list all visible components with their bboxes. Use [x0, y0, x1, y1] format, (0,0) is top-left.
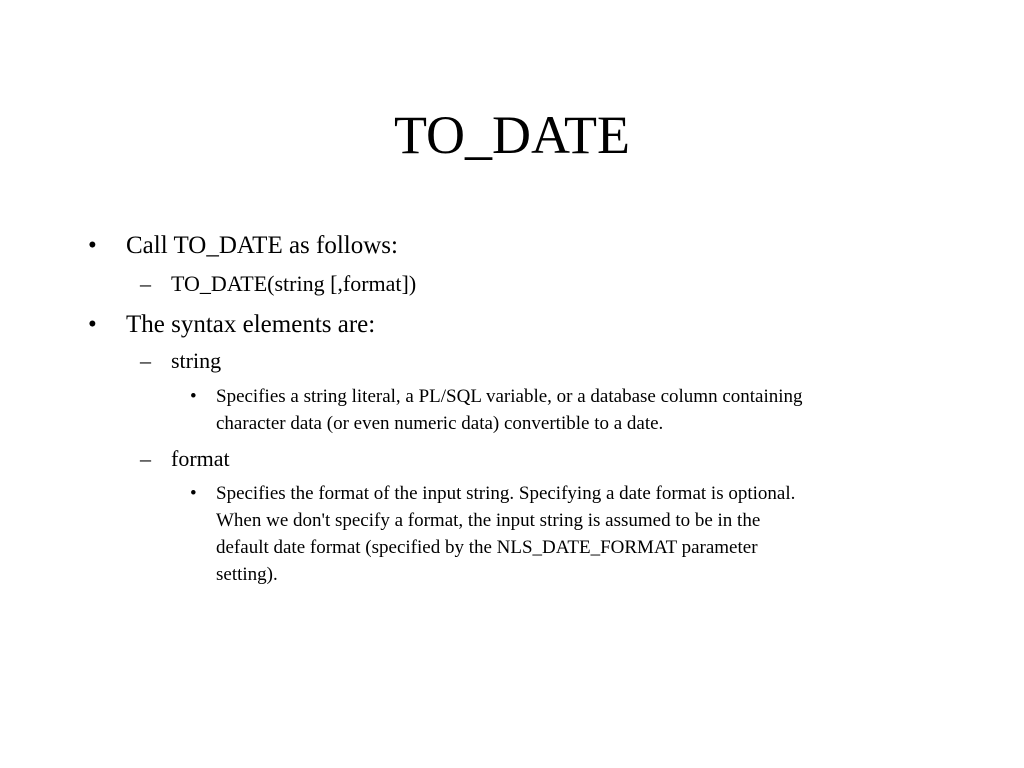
bullet-icon: • [190, 386, 197, 407]
detail-text: setting). [216, 564, 278, 585]
sub-item-text: format [171, 446, 230, 471]
sub-item-text: string [171, 348, 222, 373]
detail-text: character data (or even numeric data) convertible to a date. [216, 413, 664, 434]
dash-icon: – [140, 348, 151, 373]
bullet-icon: • [190, 483, 197, 504]
dash-icon: – [140, 271, 151, 296]
bullet-text: Call TO_DATE as follows: [126, 232, 398, 259]
bullet-icon: • [88, 311, 97, 338]
detail-text: default date format (specified by the NLS_DATE_FORMAT parameter [216, 537, 758, 558]
sub-item-text: TO_DATE(string [,format]) [171, 271, 417, 296]
detail-text: Specifies a string literal, a PL/SQL variable, or a database column containing [216, 386, 803, 407]
bullet-text: The syntax elements are: [126, 311, 376, 338]
detail-text: When we don't specify a format, the input string is assumed to be in the [216, 510, 761, 531]
dash-icon: – [140, 446, 151, 471]
detail-text: Specifies the format of the input string. Specifying a date format is optional. [216, 483, 796, 504]
slide-title: TO_DATE [394, 105, 630, 165]
bullet-icon: • [88, 232, 97, 259]
